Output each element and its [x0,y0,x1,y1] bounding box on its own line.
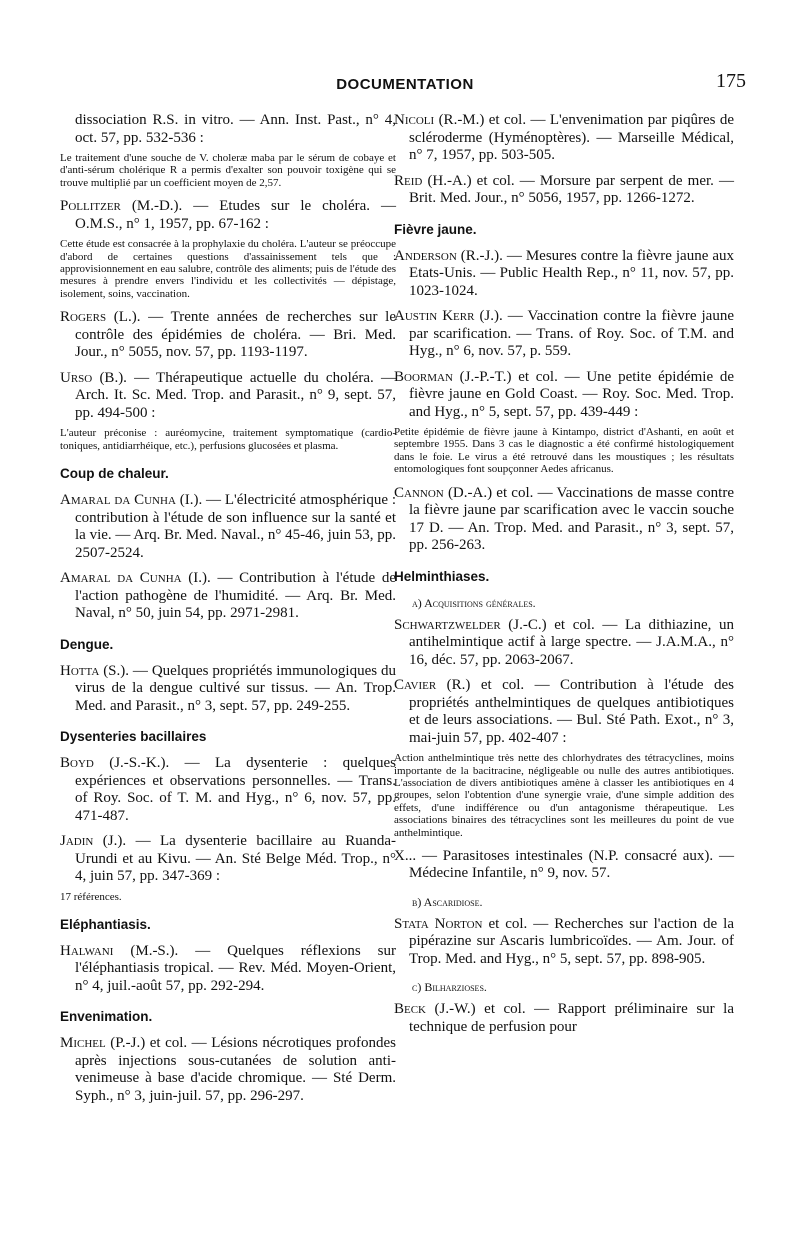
entry-text: (M.-D.). — Etudes sur le choléra. — O.M.S., n° 1, 1957, pp. 67-162 : [75,198,397,232]
abstract-note: Le traitement d'une souche de V. choleræ maba par le sérum de cobaye et d'anti-sérum cholérique R a permis d'exalter son pouvoir toxigène qui se trouve multiplié par un coefficient moyen de 2,57. [60,152,396,189]
entry-text: (R.) et col. — Contribution à l'étude des propriétés anthelmintiques de quelques antibiotiques et de leurs associations. — Bul. Sté Path. Exot., n° 3, mai-juin 57, pp. 402-407 : [409,677,734,746]
entry-author: Hotta [60,662,100,679]
bibliography-entry [60,492,396,562]
entry-text: (S.). — Quelques propriétés immunologiques du virus de la dengue cultivé sur tissus. — An. Trop. Med. and Parasit., n° 3, sept. 57, pp. 249-255. [75,662,397,714]
right-column [394,112,734,1044]
entry-author: Schwartzwelder [394,616,501,633]
subsection-heading: b) Ascaridiose. [412,894,483,909]
entry-text: (I.). — Contribution à l'étude de l'action pathogène de l'humidité. — Arq. Br. Med. Naval, n° 50, juin 54, pp. 2971-2981. [75,570,397,622]
bibliography-entry [394,369,734,422]
section-heading: Eléphantiasis. [60,916,151,932]
entry-text: et col. — Recherches sur l'action de la pipérazine sur Ascaris lumbricoïdes. — Am. Jour. of Trop. Med. and Hyg., n° 5, sept. 57, pp. 898-905. [409,915,734,967]
bibliography-entry [394,677,734,747]
entry-text: (J.-C.) et col. — La dithiazine, un antihelmintique actif à large spectre. — J.A.M.A., n° 16, déc. 57, pp. 2063-2067. [409,616,734,668]
bibliography-entry [394,173,734,208]
entry-author: Boyd [60,755,94,772]
entry-author: X... [394,847,417,864]
bibliography-entry [394,848,734,883]
entry-author: Boorman [394,368,453,385]
entry-text: (L.). — Trente années de recherches sur le contrôle des épidémies de choléra. — Bri. Med. Jour., n° 5055, nov. 57, pp. 1193-1197. [75,309,396,361]
entry-text: (J.-S.-K.). — La dysenterie : quelques expériences et observations personnelles. — Trans. of Roy. Soc. of T. M. and Hyg., n° 6, nov. 57, pp. 471-487. [75,755,396,824]
bibliography-entry [60,198,396,233]
page-number: 175 [716,70,746,92]
entry-text: (R.-J.). — Mesures contre la fièvre jaune aux Etats-Unis. — Public Health Rep., n° 11, nov. 57, pp. 1023-1024. [409,247,734,299]
abstract-note: Petite épidémie de fièvre jaune à Kintampo, district d'Ashanti, en août et septembre 1955. Dans 3 cas le diagnostic a été confirmé histologiquement dans le foie. Le virus a été retrouvé dans les moustiques ; les résultats entomologiques font soupçonner Aedes africanus. [394,426,734,476]
section-heading: Envenimation. [60,1009,153,1025]
entry-text: (J.-P.-T.) et col. — Une petite épidémie de fièvre jaune en Gold Coast. — Roy. Soc. Med. Trop. and Hyg., n° 5, sept. 57, pp. 439-449 : [409,368,735,420]
abstract-note: 17 références. [60,890,122,903]
entry-text: (R.-M.) et col. — L'envenimation par piqûres de scléroderme (Hyménoptères). — Marseille Médical, n° 7, 1957, pp. 503-505. [409,112,734,163]
bibliography-entry [394,617,734,670]
section-heading: Coup de chaleur. [60,466,169,482]
subsection-heading: c) Bilharzioses. [412,980,487,995]
entry-author: Nicoli [394,112,435,128]
bibliography-entry [60,943,396,996]
entry-text: (B.). — Thérapeutique actuelle du choléra. — Arch. It. Sc. Med. Trop. and Parasit., n° 9, sept. 57, pp. 494-500 : [75,369,396,421]
bibliography-entry [394,1001,734,1036]
running-head [60,70,750,102]
entry-author: Austin Kerr [394,308,475,324]
entry-author: Jadin [60,833,94,850]
left-column [60,112,396,1113]
entry-author: Halwani [60,942,114,959]
bibliography-entry [394,112,734,165]
entry-author: Stata Norton [394,915,483,932]
abstract-note: L'auteur préconise : auréomycine, traitement symptomatique (cardio-toniques, antidiarrhéique, etc.), perfusions glucosées et plasma. [60,427,396,452]
abstract-note: Action anthelmintique très nette des chlorhydrates des tétracyclines, moins importante de la bacitracine, négligeable ou nulle des autres antibiotiques. L'association de divers antibiotiques amène à classer les antibiotiques en 4 groupes, selon l'obtention d'une synergie vraie, d'une simple addition des effets, d'une indifférence ou d'un antagonisme thérapeutique. Les associations binaires des tétracyclines sont les meilleures du point de vue anthelmintique. [394,752,734,839]
bibliography-entry [394,916,734,969]
section-heading: Helminthiases. [394,568,490,584]
bibliography-entry [394,248,734,301]
entry-author: Rogers [60,309,107,326]
entry-text: — Parasitoses intestinales (N.P. consacré aux). — Médecine Infantile, n° 9, nov. 57. [409,847,734,882]
entry-author: Pollitzer [60,198,121,215]
section-heading: Fièvre jaune. [394,221,477,237]
entry-text: (J.-W.) et col. — Rapport préliminaire sur la technique de perfusion pour [409,1001,734,1035]
entry-author: Cannon [394,484,444,501]
entry-text: (M.-S.). — Quelques réflexions sur l'éléphantiasis tropical. — Rev. Méd. Moyen-Orient, n° 4, juil.-août 57, pp. 292-294. [75,942,397,994]
entry-author: Beck [394,1001,427,1018]
entry-author: Cavier [394,677,437,694]
section-heading: Dysenteries bacillaires [60,729,207,745]
bibliography-entry [60,112,396,147]
entry-text: (J.). — La dysenterie bacillaire au Ruanda-Urundi et au Kivu. — An. Sté Belge Méd. Trop., n° 4, juin 57, pp. 347-369 : [75,833,397,885]
entry-text: (J.). — Vaccination contre la fièvre jaune par scarification. — Trans. of Roy. Soc. of T.M. and Hyg., n° 6, nov. 57, p. 559. [409,308,734,359]
bibliography-entry [60,309,396,362]
entry-text: (H.-A.) et col. — Morsure par serpent de mer. — Brit. Med. Jour., n° 5056, 1957, pp. 1266-1272. [409,172,734,206]
bibliography-entry [60,663,396,716]
entry-author: Urso [60,369,93,386]
entry-text: (I.). — L'électricité atmosphérique : contribution à l'étude de son influence sur la santé et la vie. — Arq. Br. Med. Naval., n° 45-46, juin 53, pp. 2507-2524. [75,492,397,561]
entry-text: (D.-A.) et col. — Vaccinations de masse contre la fièvre jaune par scarification avec le vaccin souche 17 D. — An. Trop. Med. and Parasit., n° 3, sept. 57, pp. 256-263. [409,484,735,554]
entry-author: Anderson [394,247,457,264]
entry-author: Amaral da Cunha [60,570,182,587]
bibliography-entry [394,485,734,555]
bibliography-entry [60,370,396,423]
bibliography-entry [60,1035,396,1105]
running-title: DOCUMENTATION [336,76,474,93]
bibliography-entry [394,308,734,361]
entry-author: Michel [60,1035,106,1052]
entry-author: Amaral da Cunha [60,492,176,509]
bibliography-entry [60,833,396,886]
entry-text: dissociation R.S. in vitro. — Ann. Inst. Past., n° 4, oct. 57, pp. 532-536 : [75,112,396,146]
bibliography-entry [60,755,396,825]
entry-text: (P.-J.) et col. — Lésions nécrotiques profondes après injections sous-cutanées de solution anti-venimeuse à base d'acide chromique. — Sté Derm. Syph., n° 3, juin-juil. 57, pp. 296-297. [75,1035,396,1104]
subsection-heading: a) Acquisitions générales. [412,595,536,610]
section-heading: Dengue. [60,636,114,652]
entry-author: Reid [394,172,423,189]
bibliography-entry [60,570,396,623]
abstract-note: Cette étude est consacrée à la prophylaxie du choléra. L'auteur se préoccupe d'abord de certaines questions d'assainissement tels que : approvisionnement en eau salubre, contrôle des aliments; puis de l'étude des mesures à prendre envers l'individu et les collectivités — dépistage, isolement, soins, vaccination. [60,238,396,300]
